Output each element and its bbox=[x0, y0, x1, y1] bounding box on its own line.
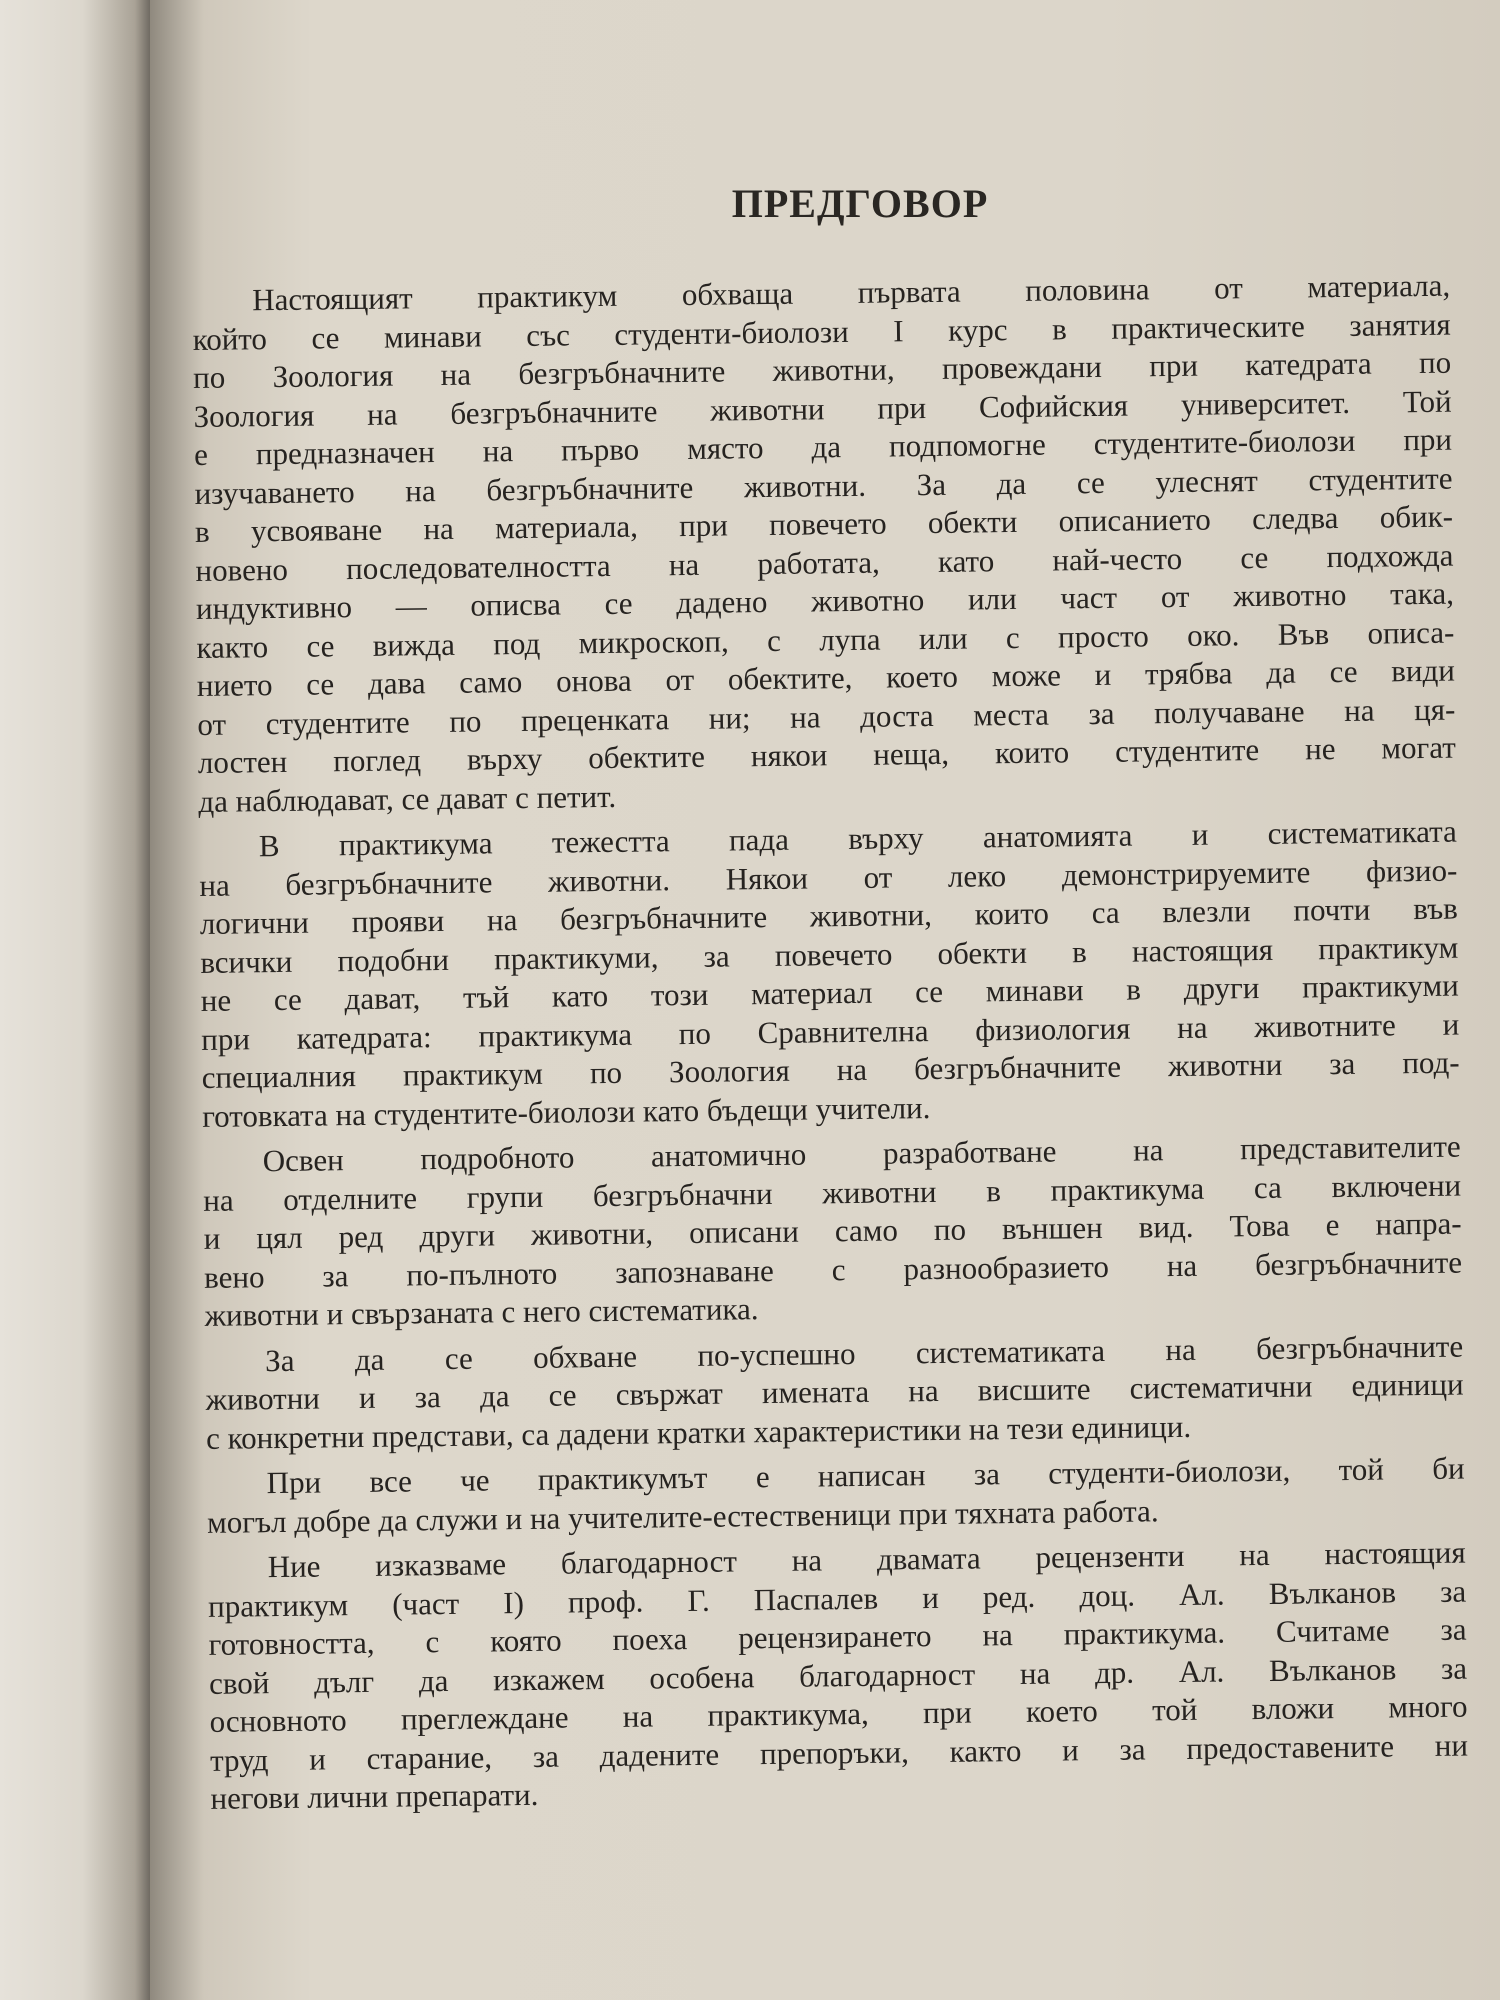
text-line: Ние изказваме благодарност на двамата рецензенти на настоящия bbox=[267, 1534, 1466, 1585]
text-line: животни и за да се свържат имената на висшите систематични единици bbox=[205, 1366, 1464, 1417]
book-page bbox=[150, 0, 1500, 2000]
text-line: специалния практикум по Зоология на безгръбначните животни за под- bbox=[201, 1044, 1460, 1095]
text-line: в усвояване на материала, при повечето обекти описанието следва обик- bbox=[194, 498, 1454, 549]
text-line: свой дълг да изкажем особена благодарност на др. Ал. Вълканов за bbox=[208, 1650, 1468, 1701]
text-line: Освен подробното анатомично разработване на представителите bbox=[262, 1128, 1461, 1179]
text-line: готовността, с която поеха рецензирането на практикума. Считаме за bbox=[208, 1611, 1467, 1662]
text-line: всички подобни практикуми, за повечето обекти в настоящия практикум bbox=[200, 929, 1459, 980]
text-line: е предназначен на първо място да подпомогне студентите-биолози при bbox=[193, 421, 1453, 472]
text-line: При все че практикумът е написан за студенти-биолози, той би bbox=[266, 1450, 1465, 1501]
paragraph bbox=[207, 1534, 1468, 1819]
paragraph bbox=[203, 1128, 1463, 1336]
paragraph bbox=[206, 1450, 1465, 1542]
text-line: логични прояви на безгръбначните животни, които са влезли почти във bbox=[199, 890, 1458, 941]
paragraph bbox=[205, 1327, 1464, 1458]
text-line: готовката на студентите-биолози като бъдещи учители. bbox=[201, 1089, 931, 1134]
text-line: негови лични препарати. bbox=[210, 1776, 539, 1816]
text-line: лостен поглед върху обектите някои неща, които студентите не могат bbox=[197, 729, 1456, 780]
text-line: изучаването на безгръбначните животни. За да се улеснят студентите bbox=[194, 460, 1453, 511]
text-line: могъл добре да служи и на учителите-естественици при тяхната работа. bbox=[206, 1492, 1159, 1540]
text-line: и цял ред други животни, описани само по външен вид. Това е напра- bbox=[203, 1205, 1462, 1256]
text-line: на безгръбначните животни. Някои от леко демонстрируемите физио- bbox=[199, 852, 1458, 903]
text-line: В практикума тежестта пада върху анатомията и систематиката bbox=[258, 813, 1458, 864]
text-line: да наблюдават, се дават с петит. bbox=[198, 778, 617, 819]
text-line: който се минави със студенти-биолози I курс в практическите занятия bbox=[192, 306, 1451, 357]
text-line: не се дават, тъй като този материал се минави в други практикуми bbox=[200, 967, 1459, 1018]
text-line: практикум (част I) проф. Г. Паспалев и ред. доц. Ал. Вълканов за bbox=[207, 1573, 1467, 1624]
text-line: от студентите по преценката ни; на доста места за получаване на ця- bbox=[197, 691, 1456, 742]
page-title: ПРЕДГОВОР bbox=[731, 181, 989, 226]
text-line: За да се обхване по-успешно систематиката на безгръбначните bbox=[264, 1328, 1464, 1378]
text-line: вено за по-пълното запознаване с разнообразието на безгръбначните bbox=[203, 1244, 1463, 1295]
text-line: труд и старание, за дадените препоръки, както и за предоставените ни bbox=[209, 1727, 1469, 1778]
paragraph bbox=[199, 813, 1461, 1136]
text-line: Настоящият практикум обхваща първата половина от материала, bbox=[252, 267, 1451, 318]
text-line: по Зоология на безгръбначните животни, провеждани при катедрата по bbox=[192, 344, 1452, 395]
text-line: Зоология на безгръбначните животни при Софийския университет. Той bbox=[193, 383, 1452, 434]
preface-body bbox=[192, 267, 1469, 1826]
facing-page-edge bbox=[0, 0, 150, 2000]
text-line: животни и свързаната с него систематика. bbox=[204, 1291, 759, 1333]
text-line: с конкретни представи, са дадени кратки характеристики на тези единици. bbox=[205, 1408, 1192, 1456]
text-line: както се вижда под микроскоп, с лупа или с просто око. Във описа- bbox=[196, 614, 1455, 665]
paragraph bbox=[192, 267, 1456, 821]
text-line: основното преглеждане на практикума, при което той вложи много bbox=[209, 1688, 1468, 1739]
text-line: при катедрата: практикума по Сравнителна физиология на животните и bbox=[201, 1006, 1460, 1057]
text-line: индуктивно — описва се дадено животно или част от животно така, bbox=[195, 575, 1455, 626]
text-line: на отделните групи безгръбначни животни в практикума са включени bbox=[203, 1167, 1462, 1218]
text-line: нието се дава само онова от обектите, което може и трябва да се види bbox=[196, 652, 1456, 703]
text-line: новено последователността на работата, като най-често се подхожда bbox=[195, 537, 1454, 588]
